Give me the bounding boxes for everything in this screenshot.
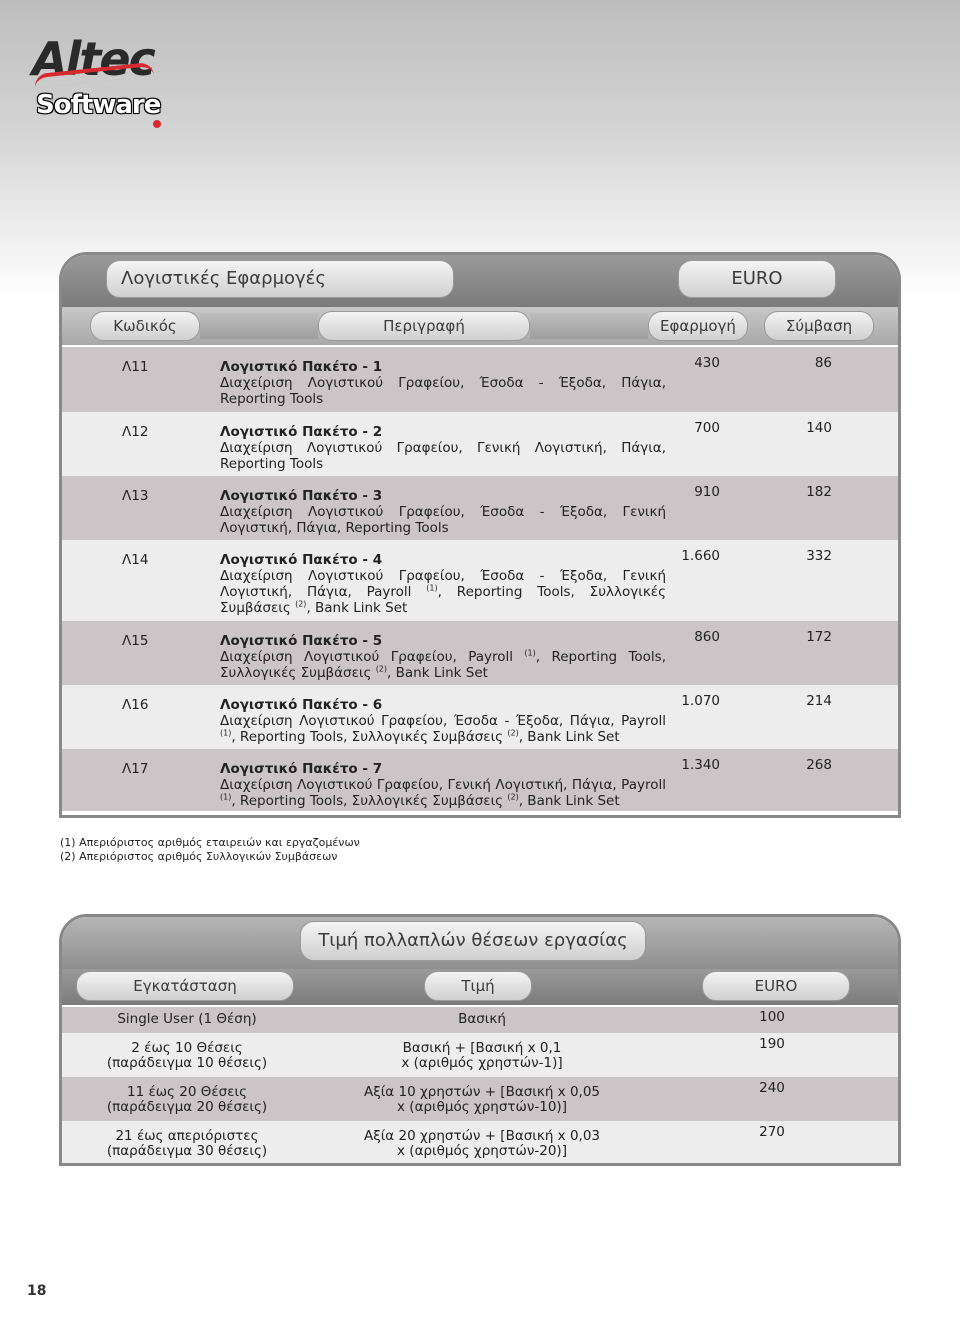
table-header-bar [62,917,898,969]
row-price-line: x (αριθμός χρηστών-10)] [397,1099,567,1115]
row-application-price: 1.070 [681,693,720,709]
row-price-line: x (αριθμός χρηστών-1)] [401,1055,563,1071]
row-installation [102,1129,272,1159]
column-header-bar [62,307,898,345]
row-title: Λογιστικό Πακέτο - 4 [220,552,383,568]
row-description-text: Διαχείριση Λογιστικού Γραφείου, Έσοδα - Έξοδα, Γενική Λογιστική, Πάγια, Payroll $^{(1)}$, Reporting Tools, Συλλογικές Συμβάσεις $^{(2)}$, Bank Link Set [220,568,666,616]
column-header-euro: EURO [702,971,850,1001]
row-application-price: 910 [694,484,720,500]
row-price-line: Αξία 10 χρηστών + [Βασική x 0,05 [363,1084,601,1100]
row-price-formula [352,1129,612,1159]
accounting-apps-table [59,252,901,818]
row-installation-line: 11 έως 20 Θέσεις [126,1084,248,1100]
row-euro-price: 240 [759,1080,785,1096]
row-euro-price: 270 [759,1124,785,1140]
row-price-formula [352,1041,612,1071]
logo-altec-text: Altec [32,32,154,86]
table-row [62,1121,898,1165]
table-body [62,1007,898,1165]
table-row [62,476,898,540]
row-contract-price: 86 [814,355,832,371]
table-title: Τιμή πολλαπλών θέσεων εργασίας [300,921,646,961]
row-title: Λογιστικό Πακέτο - 2 [220,424,383,440]
logo-dot [153,120,161,128]
row-code: Λ12 [122,424,149,440]
row-installation-line: Single User (1 Θέση) [117,1011,257,1027]
row-description [220,697,666,745]
row-description-text: Διαχείριση Λογιστικού Γραφείου, Γενική Λογιστική, Πάγια, Payroll $^{(1)}$, Reporting Tools, Συλλογικές Συμβάσεις $^{(2)}$, Bank Link Set [220,777,666,809]
row-title: Λογιστικό Πακέτο - 6 [220,697,383,713]
column-header-spacer [530,313,648,339]
table-row [62,685,898,749]
row-contract-price: 214 [806,693,832,709]
row-description [220,633,666,681]
row-application-price: 700 [694,420,720,436]
footnote-2: (2) Απεριόριστος αριθμός Συλλογικών Συμβάσεων [60,850,338,863]
row-price-formula [352,1012,612,1027]
row-installation-line: (παράδειγμα 30 θέσεις) [106,1143,268,1159]
table-title: Λογιστικές Εφαρμογές [106,260,454,298]
row-code: Λ13 [122,488,149,504]
row-contract-price: 172 [806,629,832,645]
row-contract-price: 332 [806,548,832,564]
row-application-price: 1.340 [681,757,720,773]
table-row [62,412,898,476]
column-header-spacer [200,313,318,339]
row-title: Λογιστικό Πακέτο - 1 [220,359,383,375]
row-installation-line: (παράδειγμα 10 θέσεις) [106,1055,268,1071]
row-contract-price: 182 [806,484,832,500]
table-row [62,347,898,412]
footnotes [60,836,360,864]
row-application-price: 860 [694,629,720,645]
page-number: 18 [27,1283,47,1299]
table-row [62,621,898,685]
row-code: Λ15 [122,633,149,649]
row-euro-price: 190 [759,1036,785,1052]
column-header-description: Περιγραφή [318,311,530,341]
column-header-code: Κωδικός [90,311,200,341]
row-installation [102,1085,272,1115]
logo-software-text: Software [36,90,161,120]
footnote-1: (1) Απεριόριστος αριθμός εταιρειών και εργαζομένων [60,836,360,849]
table-header-bar [62,255,898,307]
column-header-application: Εφαρμογή [648,311,748,341]
table-row [62,1033,898,1077]
row-price-line: Βασική [458,1011,506,1027]
row-application-price: 430 [694,355,720,371]
column-header-price: Τιμή [424,971,532,1001]
table-row [62,749,898,811]
currency-label: EURO [678,260,836,298]
row-price-line: x (αριθμός χρηστών-20)] [397,1143,567,1159]
row-price-line: Αξία 20 χρηστών + [Βασική x 0,03 [363,1128,601,1144]
row-installation [102,1041,272,1071]
row-description [220,359,666,407]
row-description-text: Διαχείριση Λογιστικού Γραφείου, Έσοδα - Έξοδα, Γενική Λογιστική, Πάγια, Reporting Tools [220,504,666,536]
row-installation-line: (παράδειγμα 20 θέσεις) [106,1099,268,1115]
row-description [220,488,666,536]
row-price-line: Βασική + [Βασική x 0,1 [402,1040,562,1056]
row-contract-price: 140 [806,420,832,436]
row-title: Λογιστικό Πακέτο - 7 [220,761,383,777]
altec-software-logo [32,32,172,132]
row-installation-line: 21 έως απεριόριστες [115,1128,259,1144]
row-contract-price: 268 [806,757,832,773]
table-row [62,1007,898,1033]
row-description [220,761,666,809]
row-title: Λογιστικό Πακέτο - 5 [220,633,383,649]
table-row [62,1077,898,1121]
column-header-bar [62,969,898,1005]
row-application-price: 1.660 [681,548,720,564]
row-code: Λ14 [122,552,149,568]
row-description [220,424,666,472]
table-body [62,347,898,811]
row-price-formula [352,1085,612,1115]
row-description-text: Διαχείριση Λογιστικού Γραφείου, Έσοδα - Έξοδα, Πάγια, Payroll $^{(1)}$, Reporting Tools, Συλλογικές Συμβάσεις $^{(2)}$, Bank Link Set [220,713,666,745]
column-header-contract: Σύμβαση [764,311,874,341]
row-description-text: Διαχείριση Λογιστικού Γραφείου, Γενική Λογιστική, Πάγια, Reporting Tools [220,440,666,472]
table-row [62,540,898,621]
row-description-text: Διαχείριση Λογιστικού Γραφείου, Payroll $^{(1)}$, Reporting Tools, Συλλογικές Συμβάσεις $^{(2)}$, Bank Link Set [220,648,666,681]
row-installation [102,1012,272,1027]
row-code: Λ17 [122,761,149,777]
row-code: Λ11 [122,359,149,375]
row-code: Λ16 [122,697,149,713]
row-installation-line: 2 έως 10 Θέσεις [131,1040,243,1056]
multi-seat-pricing-table [59,914,901,1166]
row-description [220,552,666,616]
column-header-installation: Εγκατάσταση [76,971,294,1001]
row-euro-price: 100 [759,1009,785,1025]
row-title: Λογιστικό Πακέτο - 3 [220,488,383,504]
row-description-text: Διαχείριση Λογιστικού Γραφείου, Έσοδα - Έξοδα, Πάγια, Reporting Tools [220,375,666,407]
